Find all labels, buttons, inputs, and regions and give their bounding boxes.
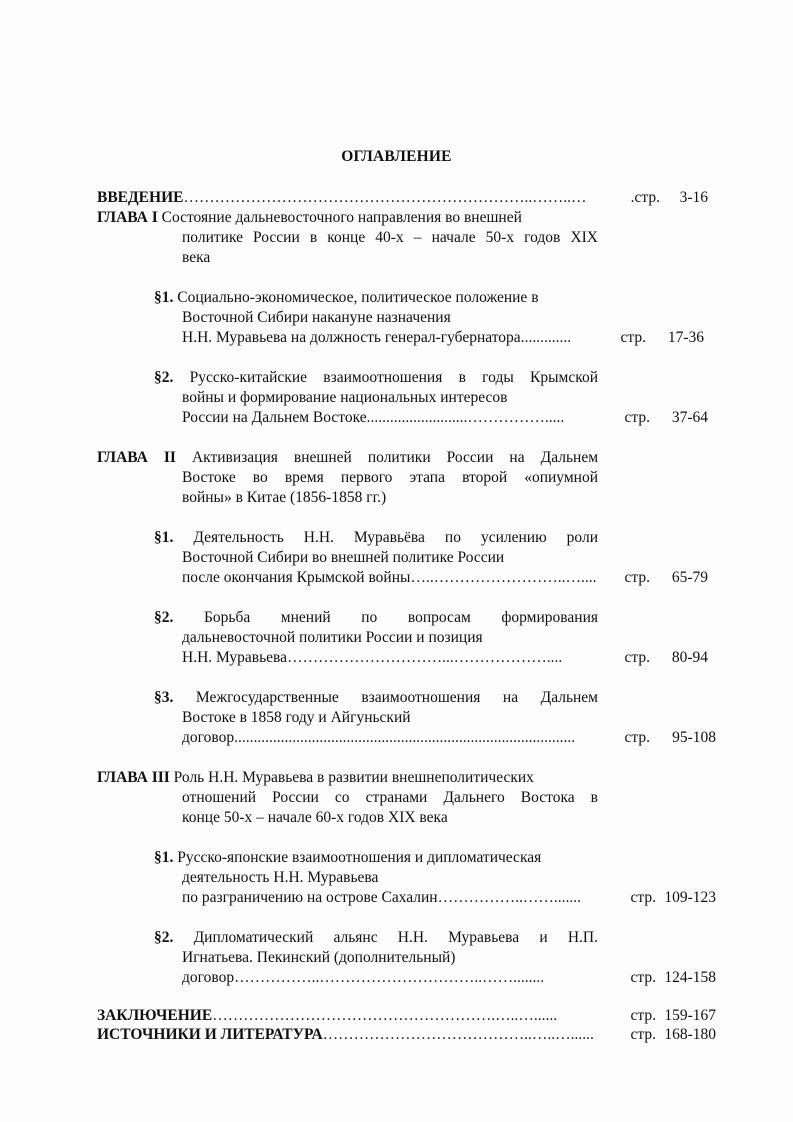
chapter-3-line-1 <box>97 768 534 788</box>
ch1-s1-title-1: Социально-экономическое, политическое положение в <box>177 289 539 306</box>
sources-label: ИСТОЧНИКИ И ЛИТЕРАТУРА <box>97 1026 323 1043</box>
ch2-s3-title-1: Межгосударственные взаимоотношения на Дальнем <box>195 689 598 706</box>
ch2-s3-str: стр. <box>624 729 650 746</box>
chapter-2-title-3: войны» в Китае (1856-1858 гг.) <box>182 489 387 506</box>
ch2-s3-line-1 <box>154 688 598 708</box>
sources-pages: 168-180 <box>664 1026 716 1043</box>
ch3-s2-line-1 <box>154 928 598 948</box>
ch1-s2-title-3: России на Дальнем Востоке <box>182 409 367 426</box>
ch3-s2-pages: 124-158 <box>664 969 716 986</box>
ch2-s1-leader: …..……………………..….... <box>410 569 597 586</box>
ch3-s1-pages: 109-123 <box>664 889 716 906</box>
ch2-s1-num: §1. <box>154 529 174 546</box>
ch3-s1-title-2: деятельность Н.Н. Муравьева <box>182 869 379 886</box>
ch3-s1-line-1 <box>154 848 541 868</box>
ch2-s1-line-1 <box>154 528 598 548</box>
ch2-s1-pages: 65-79 <box>671 569 708 586</box>
ch3-s1-title-3: по разграничению на острове Сахалин <box>182 889 438 906</box>
ch2-s1-title-1: Деятельность Н.Н. Муравьёва по усилению роли <box>193 529 598 546</box>
chapter-1-label: ГЛАВА I <box>97 209 158 226</box>
sources-leader: …………………………………..…..…...... <box>322 1026 594 1043</box>
sources-str: стр. <box>630 1026 656 1043</box>
chapter-3-title-2: отношений России со странами Дальнего Востока в <box>182 789 598 806</box>
chapter-2-title-1: Активизация внешней политики России на Дальнем <box>191 449 599 466</box>
ch1-s1-line-1 <box>154 288 539 308</box>
ch1-s2-str: стр. <box>624 409 650 426</box>
ch3-s1-num: §1. <box>154 849 174 866</box>
ch1-s2-title-1: Русско-китайские взаимоотношения в годы Крымской <box>189 369 599 386</box>
ch3-s1-leader: ……………..……....... <box>437 889 581 906</box>
toc-title: ОГЛАВЛЕНИЕ <box>341 148 452 165</box>
ch3-s2-title-1: Дипломатический альянс Н.Н. Муравьева и Н.П. <box>193 929 598 946</box>
ch2-s3-title-3: договор <box>182 729 235 746</box>
ch1-s1-line-3 <box>182 328 622 348</box>
ch2-s2-title-2: дальневосточной политики России и позиция <box>182 629 483 646</box>
ch1-s1-title-3: Н.Н. Муравьева на должность генерал-губернатора <box>182 329 521 346</box>
chapter-1-title-3: века <box>182 249 211 266</box>
ch2-s3-leader: ........................................................................................ <box>234 729 576 746</box>
intro-leader: …………………………………………………………..……..… <box>183 189 587 206</box>
ch2-s3-line-3 <box>182 728 622 748</box>
ch1-s1-pages: 17-36 <box>667 329 704 346</box>
ch3-s2-line-3 <box>182 968 622 988</box>
ch3-s2-str: стр. <box>630 969 656 986</box>
toc-entry-conclusion <box>97 1006 622 1026</box>
ch1-s2-pages: 37-64 <box>671 409 708 426</box>
ch1-s1-str: стр. <box>620 329 646 346</box>
ch2-s3-pages: 95-108 <box>672 729 716 746</box>
ch2-s1-str: стр. <box>624 569 650 586</box>
ch2-s2-line-1 <box>154 608 598 628</box>
intro-str: .стр. <box>630 189 660 206</box>
chapter-2-title-2: Востоке во время первого этапа второй «опиумной <box>182 469 598 486</box>
chapter-1-title-2: политике России в конце 40-х – начале 50-х годов XIX <box>182 229 598 246</box>
ch1-s2-line-3 <box>182 408 622 428</box>
ch2-s1-title-3: после окончания Крымской войны <box>182 569 411 586</box>
ch1-s1-num: §1. <box>154 289 174 306</box>
chapter-3-title-1: Роль Н.Н. Муравьева в развитии внешнеполитических <box>173 769 534 786</box>
intro-pages: 3-16 <box>679 189 708 206</box>
ch2-s2-pages: 80-94 <box>671 649 708 666</box>
ch2-s1-title-2: Восточной Сибири во внешней политике России <box>182 549 505 566</box>
ch2-s2-title-3: Н.Н. Муравьева <box>182 649 288 666</box>
ch3-s1-str: стр. <box>630 889 656 906</box>
ch2-s2-title-1: Борьба мнений по вопросам формирования <box>203 609 598 626</box>
ch1-s1-title-2: Восточной Сибири накануне назначения <box>182 309 451 326</box>
ch2-s2-leader: …………………………...……………….... <box>287 649 563 666</box>
toc-entry-intro <box>97 188 657 208</box>
chapter-3-title-3: конце 50-х – начале 60-х годов XIX века <box>182 809 448 826</box>
ch1-s2-title-2: войны и формирование национальных интересов <box>182 389 508 406</box>
ch1-s2-line-1 <box>154 368 598 388</box>
ch2-s3-title-2: Востоке в 1858 году и Айгуньский <box>182 709 411 726</box>
ch3-s1-title-1: Русско-японские взаимоотношения и дипломатическая <box>177 849 542 866</box>
ch1-s1-leader: ............. <box>520 329 572 346</box>
conclusion-label: ЗАКЛЮЧЕНИЕ <box>97 1007 213 1024</box>
ch2-s2-num: §2. <box>154 609 174 626</box>
ch3-s2-num: §2. <box>154 929 174 946</box>
ch2-s3-num: §3. <box>154 689 174 706</box>
chapter-1-title-1: Состояние дальневосточного направления во внешней <box>161 209 522 226</box>
chapter-3-label: ГЛАВА III <box>97 769 170 786</box>
ch1-s2-leader: ..........................……………..... <box>366 409 565 426</box>
intro-label: ВВЕДЕНИЕ <box>97 189 184 206</box>
ch2-s2-str: стр. <box>624 649 650 666</box>
ch1-s2-num: §2. <box>154 369 174 386</box>
conclusion-leader: ……………………………………………….…..…...... <box>212 1007 558 1024</box>
chapter-1-line-1 <box>97 208 598 228</box>
ch3-s2-title-2: Игнатьева. Пекинский (дополнительный) <box>182 949 456 966</box>
chapter-2-line-1 <box>97 448 598 468</box>
conclusion-pages: 159-167 <box>664 1007 716 1024</box>
conclusion-str: стр. <box>630 1007 656 1024</box>
ch2-s2-line-3 <box>182 648 622 668</box>
ch2-s1-line-3 <box>182 568 622 588</box>
ch3-s1-line-3 <box>182 888 622 908</box>
ch3-s2-leader: ……………..…………………………..……........ <box>234 969 545 986</box>
chapter-2-label: ГЛАВА II <box>97 449 176 466</box>
ch3-s2-title-3: договор <box>182 969 235 986</box>
toc-entry-sources <box>97 1025 622 1045</box>
